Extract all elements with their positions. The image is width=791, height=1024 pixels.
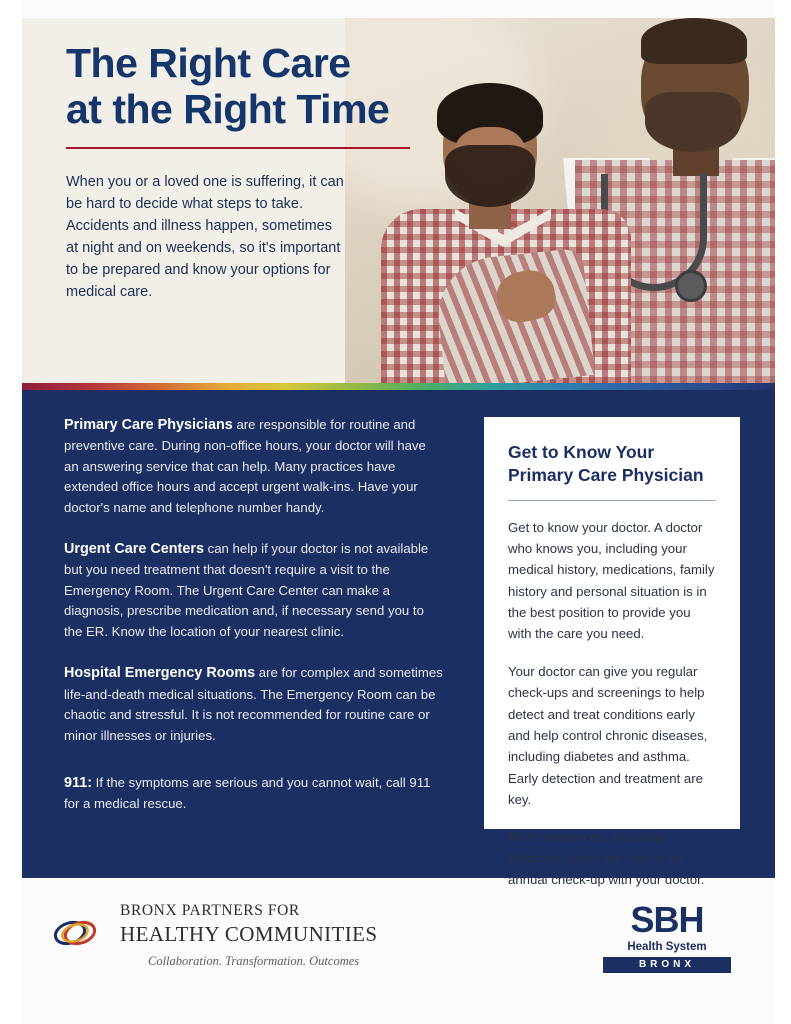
page-title (66, 40, 446, 133)
care-option-text: are for complex and sometimes life-and-death medical situations. The Emergency Room can be chaotic and stressful. It is not recommended for routine care or minor illnesses or injuries. (64, 665, 443, 743)
care-option-text: are responsible for routine and preventive care. During non-office hours, your doctor will have an answering service that can help. Many practices have extended office hours and accept urgent walk-ins. Have your doctor's name and telephone number handy. (64, 417, 426, 515)
page-title-line-1: The Right Care (66, 40, 351, 86)
doctor-hair (641, 18, 747, 64)
footer (22, 890, 775, 1000)
rainbow-divider (22, 383, 775, 390)
callout-title (508, 441, 716, 487)
hero-intro-paragraph: When you or a loved one is suffering, it can be hard to decide what steps to take. Accidents and illness happen, sometimes at night and on weekends, so it's important to be prepared and know your options for medical care. (66, 173, 344, 300)
callout-divider (508, 500, 716, 501)
page-title-line-2: at the Right Time (66, 86, 390, 133)
patient-beard (445, 145, 535, 207)
callout-title-line-2: Primary Care Physician (508, 464, 704, 485)
stethoscope-bell-icon (675, 270, 707, 302)
care-option-urgent-care (64, 538, 444, 642)
callout-box (484, 417, 740, 888)
care-option-lead: Urgent Care Centers (64, 541, 204, 558)
doctor-beard (645, 92, 741, 152)
partner-tagline: Collaboration. Transformation. Outcomes (148, 954, 360, 968)
care-option-lead: Primary Care Physicians (64, 417, 233, 433)
sbh-name: SBH (630, 899, 704, 940)
bronx-partners-wordmark (120, 902, 377, 969)
sbh-logo-block (603, 899, 731, 973)
title-underline-rule (66, 147, 410, 149)
partner-name-line-2: HEALTHY COMMUNITIES (120, 922, 378, 946)
care-option-emergency-room (64, 662, 444, 746)
scan-margin-right (775, 0, 791, 1024)
sbh-location-bar: BRONX (603, 957, 731, 973)
callout-title-line-1: Get to Know Your (508, 442, 655, 462)
care-option-lead: 911: (64, 774, 93, 791)
navy-content-panel (22, 390, 775, 888)
care-option-text: If the symptoms are serious and you cannot wait, call 911 for a medical rescue. (64, 774, 431, 812)
care-option-text: can help if your doctor is not available but you need treatment that doesn't require a visit to the Emergency Room. The Urgent Care Center can make a diagnosis, prescribe medication and, if necessary send you to the ER. Know the location of your nearest clinic. (64, 541, 429, 639)
callout-paragraph-1: Get to know your doctor. A doctor who knows you, including your medical history, medications, family history and personal situation is in the best position to provide you with the care you need. (508, 519, 715, 642)
interlocking-rings-icon (50, 910, 104, 956)
callout-paragraph-3: Most insurances, including Medicaid, cover the cost of an annual check-up with your doctor. (508, 829, 705, 888)
scan-margin-left (0, 0, 22, 1024)
sbh-subtitle: Health System (627, 941, 707, 953)
care-option-911 (64, 772, 444, 815)
care-option-primary-care (64, 414, 444, 518)
care-option-lead: Hospital Emergency Rooms (64, 665, 256, 682)
callout-paragraph-2: Your doctor can give you regular check-ups and screenings to help detect and treat conditions early and help control chronic diseases, including diabetes and asthma. Early detection and treatment are key. (508, 663, 708, 807)
hero-section (22, 18, 775, 383)
partner-name-line-1: BRONX PARTNERS FOR (120, 902, 300, 919)
care-options-column (64, 414, 444, 835)
hero-text-block (66, 40, 446, 317)
